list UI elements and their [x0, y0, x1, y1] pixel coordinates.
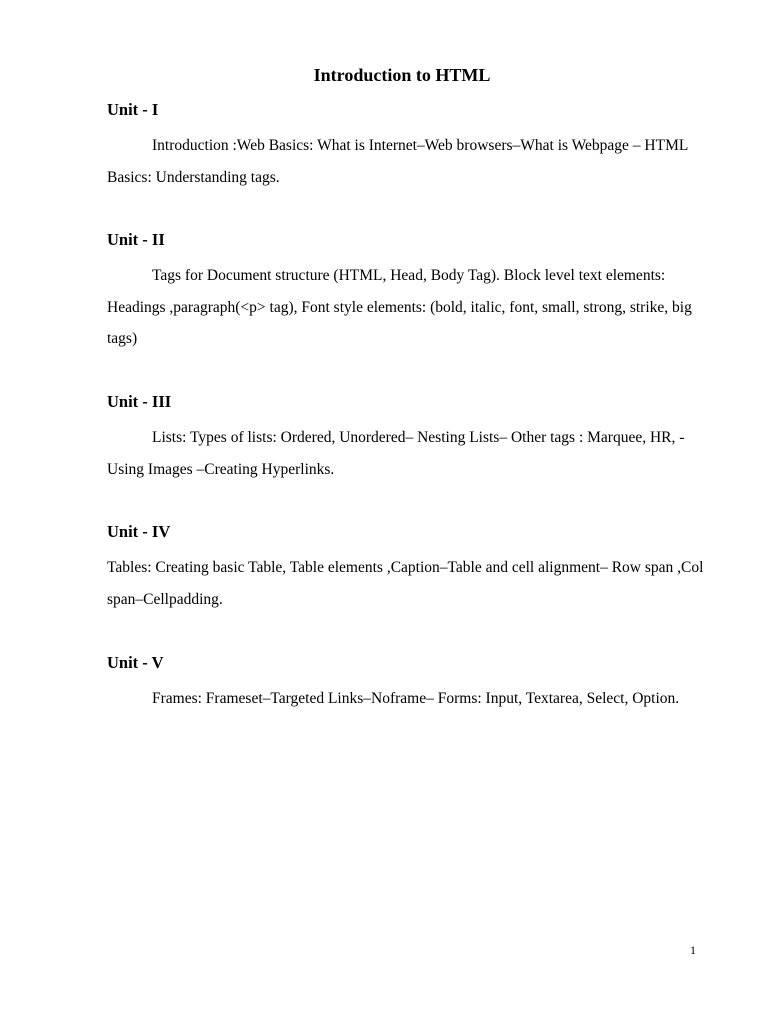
unit-2-section	[107, 229, 717, 355]
unit-5-heading: Unit - V	[107, 653, 164, 672]
unit-3-heading: Unit - III	[107, 392, 172, 411]
page-number: 1	[690, 943, 696, 957]
unit-5-section	[107, 652, 717, 715]
unit-1-heading: Unit - I	[107, 100, 159, 119]
unit-4-heading: Unit - IV	[107, 522, 171, 541]
unit-2-heading: Unit - II	[107, 230, 165, 249]
unit-1-body: Introduction :Web Basics: What is Internet–Web browsers–What is Webpage – HTML Basics: Understanding tags.	[107, 137, 688, 186]
unit-5-body: Frames: Frameset–Targeted Links–Noframe– Forms: Input, Textarea, Select, Option.	[152, 690, 680, 707]
unit-2-body: Tags for Document structure (HTML, Head, Body Tag). Block level text elements: Headings ,paragraph(<p> tag), Font style elements: (bold, italic, font, small, strong, strike, big tags)	[107, 267, 692, 347]
unit-4-section	[107, 521, 717, 615]
unit-3-body: Lists: Types of lists: Ordered, Unordered– Nesting Lists– Other tags : Marquee, HR, - Using Images –Creating Hyperlinks.	[107, 429, 685, 478]
unit-3-section	[107, 391, 717, 485]
unit-4-body: Tables: Creating basic Table, Table elements ,Caption–Table and cell alignment– Row span ,Col span–Cellpadding.	[107, 559, 704, 608]
unit-1-section	[107, 99, 717, 193]
document-title: Introduction to HTML	[313, 65, 491, 85]
